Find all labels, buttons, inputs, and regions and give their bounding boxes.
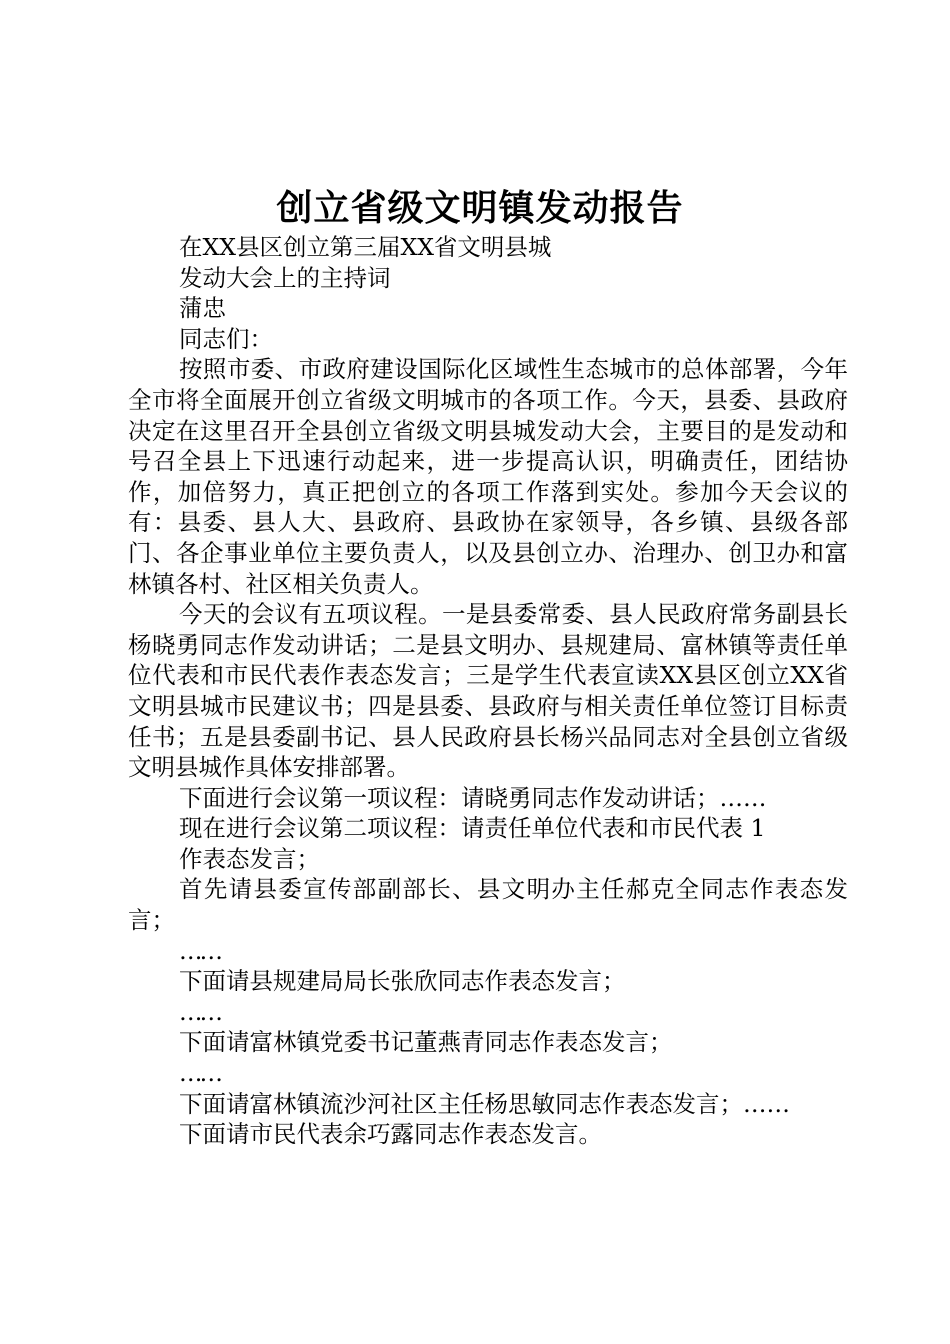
intro-line-venue: 在XX县区创立第三届XX省文明县城	[179, 233, 552, 261]
speaker-5: 下面请市民代表余巧露同志作表态发言。	[179, 1120, 602, 1149]
agenda-item-1: 下面进行会议第一项议程：请晓勇同志作发动讲话；……	[179, 783, 767, 812]
document-body	[128, 232, 848, 1150]
speaker-4: 下面请富林镇流沙河社区主任杨思敏同志作表态发言；……	[179, 1089, 790, 1118]
agenda-item-2: 现在进行会议第二项议程：请责任单位代表和市民代表 1	[179, 814, 766, 843]
intro-line-author: 蒲忠	[179, 294, 226, 323]
speaker-1: 首先请县委宣传部副部长、县文明办主任郝克全同志作表态发言；	[128, 875, 848, 935]
ellipsis-3: ……	[179, 1059, 220, 1088]
speaker-3: 下面请富林镇党委书记董燕青同志作表态发言；	[179, 1028, 673, 1057]
speaker-2: 下面请县规建局局长张欣同志作表态发言；	[179, 967, 626, 996]
document-title: 创立省级文明镇发动报告	[276, 187, 684, 229]
ellipsis-1: ……	[179, 936, 220, 965]
intro-line-salutation: 同志们：	[179, 324, 273, 353]
ellipsis-2: ……	[179, 997, 220, 1026]
agenda-item-2-continued: 作表态发言；	[179, 844, 320, 873]
paragraph-agenda: 今天的会议有五项议程。一是县委常委、县人民政府常务副县长杨晓勇同志作发动讲话；二是县文明办、县规建局、富林镇等责任单位代表和市民代表作表态发言；三是学生代表宣读XX县区创立XX省文明县城市民建议书；四是县委、县政府与相关责任单位签订目标责任书；五是县委副书记、县人民政府县长杨兴品同志对全县创立省级文明县城作具体安排部署。	[128, 600, 848, 782]
intro-line-occasion: 发动大会上的主持词	[179, 263, 391, 292]
paragraph-background: 按照市委、市政府建设国际化区域性生态城市的总体部署，今年全市将全面展开创立省级文明城市的各项工作。今天，县委、县政府决定在这里召开全县创立省级文明县城发动大会，主要目的是发动和号召全县上下迅速行动起来，进一步提高认识，明确责任，团结协作，加倍努力，真正把创立的各项工作落到实处。参加今天会议的有：县委、县人大、县政府、县政协在家领导，各乡镇、县级各部门、各企事业单位主要负责人，以及县创立办、治理办、创卫办和富林镇各村、社区相关负责人。	[128, 355, 848, 598]
